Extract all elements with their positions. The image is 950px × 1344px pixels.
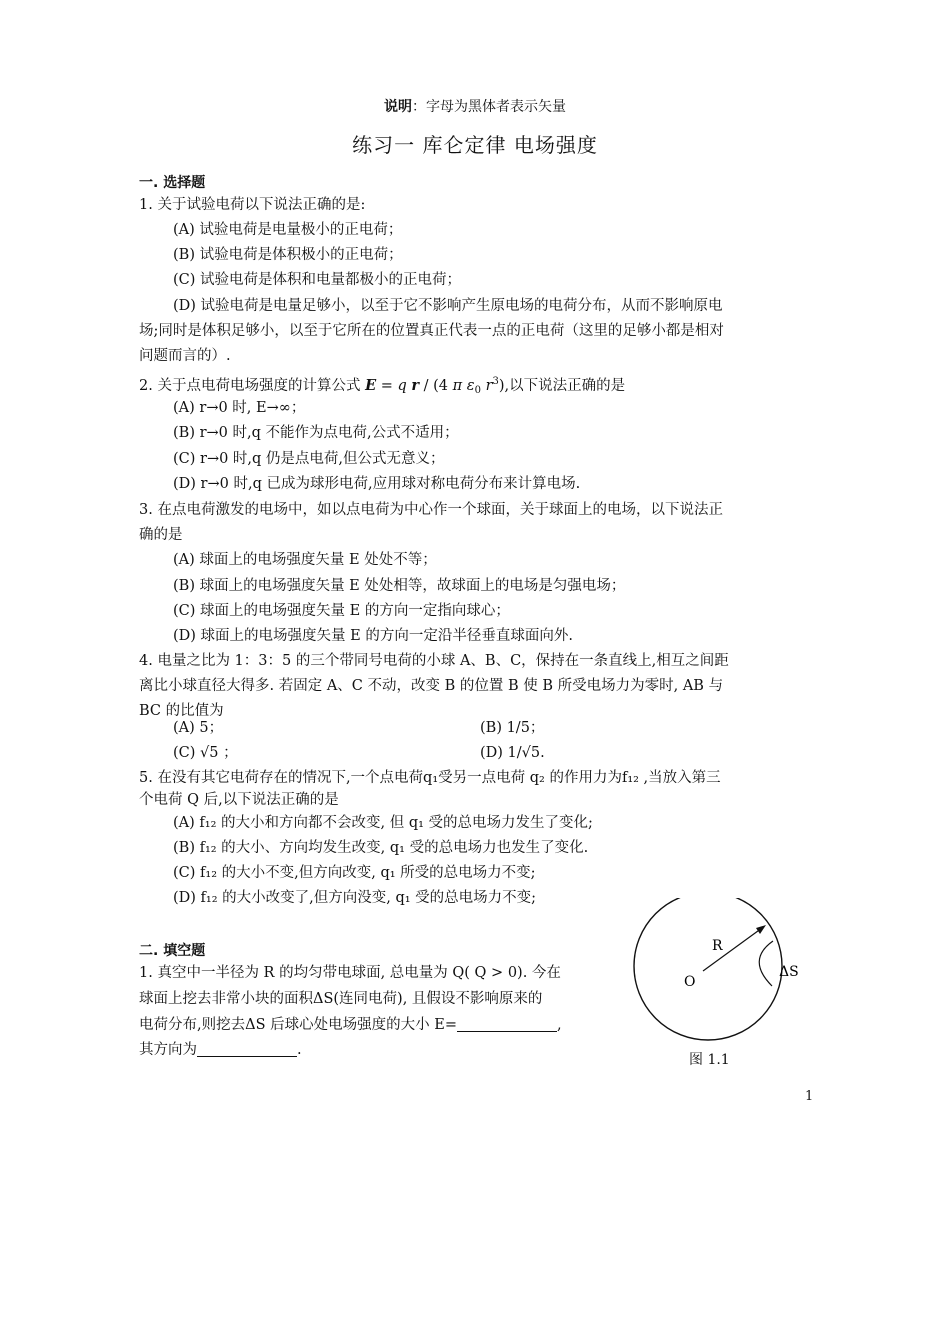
label-O: O [684, 974, 696, 990]
coulomb-formula: E = q r / (4 π $\varepsilon_0$ $r^3$) [365, 376, 505, 396]
q3-option-c: (C) 球面上的电场强度矢量 E 的方向一定指向球心； [173, 603, 510, 619]
notation-note [0, 96, 950, 116]
page-title: 练习一 库仑定律 电场强度 [352, 133, 598, 157]
q3-stem-cont: 确的是 [139, 527, 183, 543]
q2-stem [139, 372, 625, 401]
q2-stem-post: ,以下说法正确的是 [504, 378, 626, 394]
q4-stem: 4. 电量之比为 1：3：5 的三个带同号电荷的小球 A、B、C，保持在一条直线上,相互之间距 [139, 653, 729, 669]
f1-line4 [139, 1040, 302, 1060]
q4-stem-cont2: BC 的比值为 [139, 703, 224, 719]
section-heading-choice: 一. 选择题 [139, 175, 206, 191]
q2-stem-pre: 2. 关于点电荷电场强度的计算公式 [139, 378, 366, 394]
q4-option-d: (D) 1/√5. [480, 745, 545, 761]
q2-option-c: (C) r→0 时,q 仍是点电荷,但公式无意义； [173, 451, 445, 467]
q5-stem: 5. 在没有其它电荷存在的情况下,一个点电荷q₁受另一点电荷 q₂ 的作用力为f₁₂ ,当放入第三 [139, 770, 721, 786]
q1-option-d-cont1: 场;同时是体积足够小，以至于它所在的位置真正代表一点的正电荷（这里的足够小都是相对 [139, 323, 724, 339]
section-heading-fill: 二. 填空题 [139, 943, 206, 959]
q3-option-b: (B) 球面上的电场强度矢量 E 处处相等，故球面上的电场是匀强电场； [173, 578, 626, 594]
q5-option-b: (B) f₁₂ 的大小、方向均发生改变, q₁ 受的总电场力也发生了变化. [173, 840, 589, 856]
radius-arrowhead [756, 925, 766, 934]
note-label: 说明 [384, 99, 412, 115]
label-delta-S: ΔS [779, 964, 799, 980]
f1-line3-end: , [556, 1017, 562, 1033]
q3-option-d: (D) 球面上的电场强度矢量 E 的方向一定沿半径垂直球面向外. [173, 628, 573, 644]
q1-option-c: (C) 试验电荷是体积和电量都极小的正电荷； [173, 272, 462, 288]
f1-line2: 球面上挖去非常小块的面积ΔS(连同电荷), 且假设不影响原来的 [139, 991, 543, 1007]
q4-option-b: (B) 1/5； [480, 720, 545, 736]
q3-option-a: (A) 球面上的电场强度矢量 E 处处不等； [173, 552, 437, 568]
note-text: ：字母为黑体者表示矢量 [412, 99, 566, 115]
f1-line4-text: 其方向为 [139, 1042, 197, 1058]
q5-stem-cont: 个电荷 Q 后,以下说法正确的是 [139, 792, 339, 808]
f1-line4-end: . [297, 1042, 302, 1058]
q1-stem: 1. 关于试验电荷以下说法正确的是: [139, 197, 366, 213]
q2-option-a: (A) r→0 时, E→∞； [173, 400, 306, 416]
q3-stem: 3. 在点电荷激发的电场中，如以点电荷为中心作一个球面，关于球面上的电场，以下说法正 [139, 502, 723, 518]
q1-option-d-cont2: 问题而言的）. [139, 348, 231, 364]
f1-line3 [139, 1015, 562, 1035]
removed-area-arc [759, 941, 773, 986]
answer-blank-magnitude[interactable] [457, 1017, 557, 1032]
figure-caption: 图 1.1 [689, 1052, 730, 1068]
q5-option-c: (C) f₁₂ 的大小不变,但方向改变, q₁ 所受的总电场力不变; [173, 865, 536, 881]
q4-stem-cont1: 离比小球直径大得多. 若固定 A、C 不动，改变 B 的位置 B 使 B 所受电场力为零时, AB 与 [139, 678, 724, 694]
q4-option-a: (A) 5； [173, 720, 224, 736]
q2-option-b: (B) r→0 时,q 不能作为点电荷,公式不适用； [173, 425, 459, 441]
q4-option-c: (C) √5 ； [173, 745, 238, 761]
answer-blank-direction[interactable] [197, 1042, 297, 1057]
q1-option-d: (D) 试验电荷是电量足够小，以至于它不影响产生原电场的电荷分布，从而不影响原电 [173, 298, 723, 314]
q1-option-a: (A) 试验电荷是电量极小的正电荷； [173, 222, 403, 238]
f1-line3-text: 电荷分布,则挖去ΔS 后球心处电场强度的大小 E= [139, 1017, 457, 1033]
q5-option-a: (A) f₁₂ 的大小和方向都不会改变, 但 q₁ 受的总电场力发生了变化; [173, 815, 593, 831]
f1-line1: 1. 真空中一半径为 R 的均匀带电球面, 总电量为 Q( Q > 0). 今在 [139, 965, 561, 981]
q5-option-d: (D) f₁₂ 的大小改变了,但方向没变, q₁ 受的总电场力不变; [173, 890, 537, 906]
page-number: 1 [805, 1089, 814, 1104]
q2-option-d: (D) r→0 时,q 已成为球形电荷,应用球对称电荷分布来计算电场. [173, 476, 581, 492]
q1-option-b: (B) 试验电荷是体积极小的正电荷； [173, 247, 403, 263]
label-R: R [712, 938, 723, 954]
